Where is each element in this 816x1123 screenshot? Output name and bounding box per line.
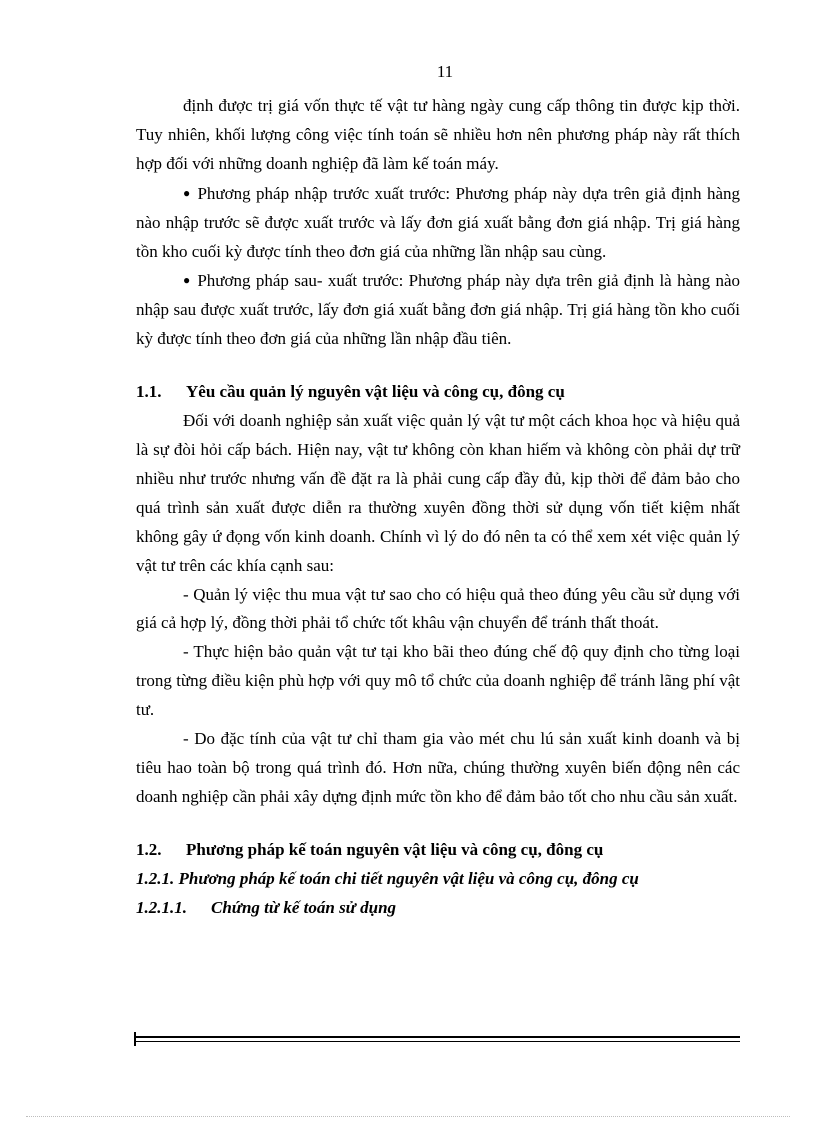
paragraph: Đối với doanh nghiệp sản xuất việc quản lý vật tư một cách khoa học và hiệu quả là sự đòi hỏi cấp bách. Hiện nay, vật tư không còn khan hiếm và không còn phải dự trữ nhiều như trước nhưng vấn đề đặt ra là phải cung cấp đầy đủ, kịp thời để đảm bảo cho quá trình sản xuất được diễn ra thường xuyên đồng thời sử dụng vốn tiết kiệm nhất không gây ứ đọng vốn kinh doanh. Chính vì lý do đó nên ta có thể xem xét việc quản lý vật tư trên các khía cạnh sau: [136, 411, 740, 575]
page-number: 11 [436, 62, 454, 81]
section-number: 1.2.1.1. [136, 897, 187, 917]
section-heading-1-1 [136, 378, 740, 407]
section-title: Phương pháp kế toán chi tiết nguyên vật liệu và công cụ, đông cụ [178, 868, 639, 888]
section-title: Phương pháp kế toán nguyên vật liệu và công cụ, đông cụ [186, 839, 604, 859]
document-body [136, 92, 740, 922]
paragraph: - Do đặc tính của vật tư chỉ tham gia vào mét chu lú sản xuất kinh doanh và bị tiêu hao toàn bộ trong quá trình đó. Hơn nữa, chúng thường xuyên biến động nên các doanh nghiệp cần phải xây dựng định mức tồn kho để đảm bảo tốt cho nhu cầu sản xuất. [136, 729, 740, 806]
bullet-icon: ● [183, 273, 192, 288]
section-number: 1.2.1. [136, 868, 175, 888]
bullet-text: Phương pháp sau- xuất trước: Phương pháp này dựa trên giả định là hàng nào nhập sau được xuất trước, lấy đơn giá xuất bằng đơn giá nhập. Trị giá hàng tồn kho cuối kỳ được tính theo đơn giá của những lần nhập đầu tiên. [136, 271, 740, 349]
bullet-paragraph [136, 179, 740, 267]
paragraph: định được trị giá vốn thực tế vật tư hàng ngày cung cấp thông tin được kịp thời. Tuy nhiên, khối lượng công việc tính toán sẽ nhiều hơn nên phương pháp này rất thích hợp đối với những doanh nghiệp đã làm kế toán máy. [136, 96, 740, 173]
page-bottom-border [26, 1116, 790, 1117]
section-number: 1.1. [136, 382, 162, 402]
section-heading-1-2 [136, 836, 740, 865]
footer-rule [136, 1036, 740, 1042]
bullet-icon: ● [183, 185, 192, 200]
section-title: Yêu cầu quản lý nguyên vật liệu và công cụ, đông cụ [186, 382, 565, 402]
bullet-paragraph [136, 266, 740, 354]
section-number: 1.2. [136, 839, 162, 859]
section-heading-1-2-1-1 [136, 894, 740, 923]
paragraph: - Quản lý việc thu mua vật tư sao cho có hiệu quả theo đúng yêu cầu sử dụng với giá cả hợp lý, đồng thời phải tổ chức tốt khâu vận chuyển để tránh thất thoát. [136, 584, 740, 633]
section-title: Chứng từ kế toán sử dụng [211, 897, 397, 917]
section-heading-1-2-1 [136, 865, 740, 894]
paragraph: - Thực hiện bảo quản vật tư tại kho bãi theo đúng chế độ quy định cho từng loại trong từng điều kiện phù hợp với quy mô tổ chức của doanh nghiệp để tránh lãng phí vật tư. [136, 642, 740, 720]
bullet-text: Phương pháp nhập trước xuất trước: Phương pháp này dựa trên giả định hàng nào nhập trước sẽ được xuất trước và lấy đơn giá xuất bằng đơn giá nhập. Trị giá hàng tồn kho cuối kỳ được tính theo đơn giá của những lần nhập sau cùng. [136, 183, 741, 261]
